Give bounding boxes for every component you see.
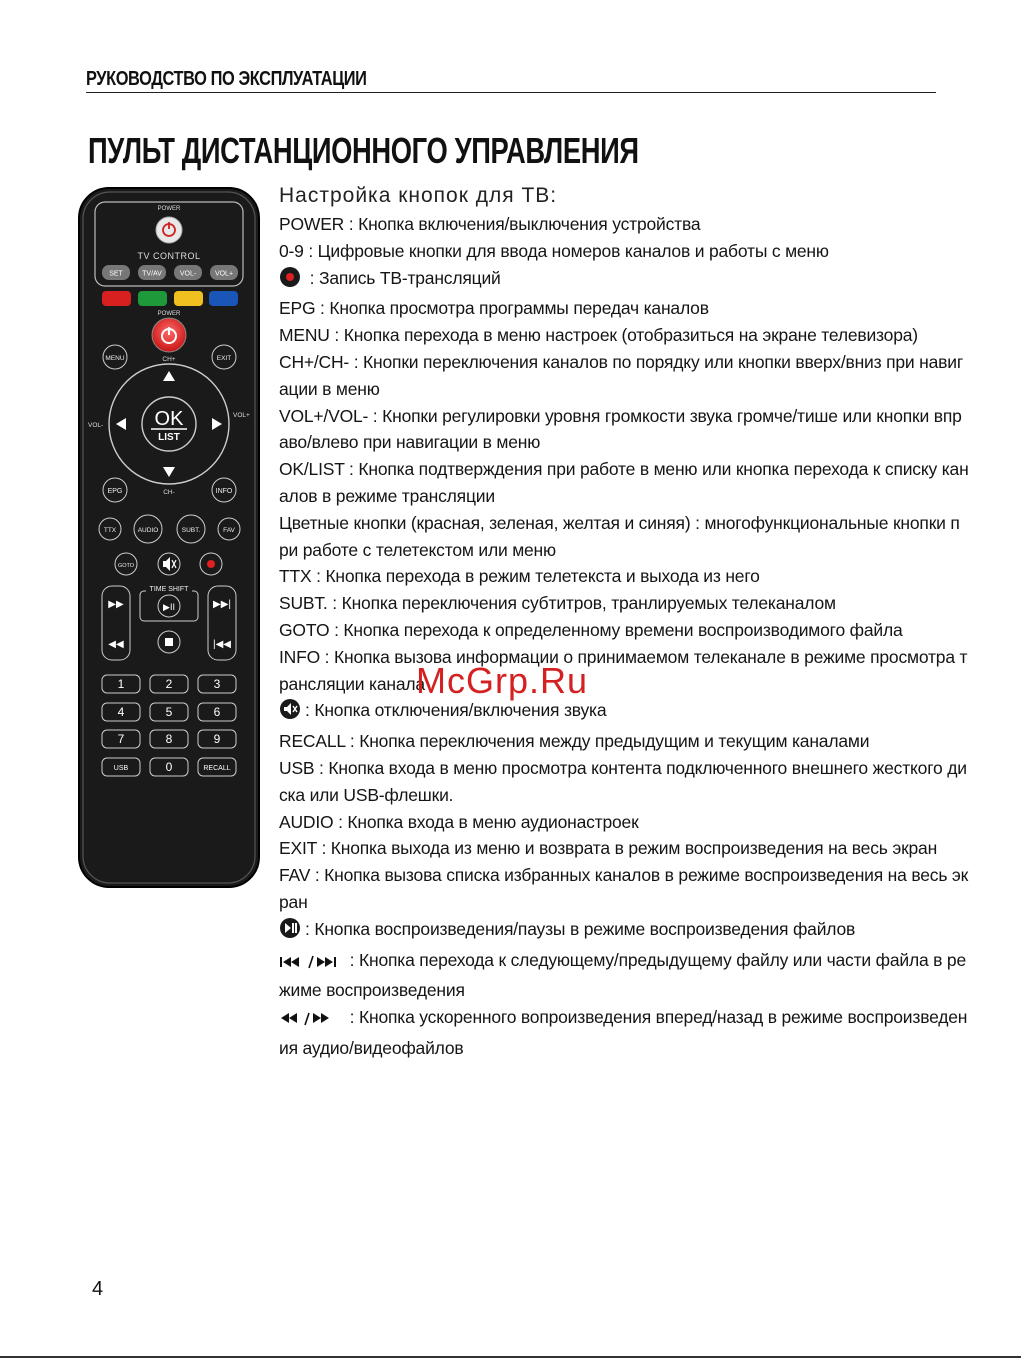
description-text: TTX : Кнопка перехода в режим телетекста и выхода из него — [279, 566, 760, 587]
digit-6-button: 6 — [213, 705, 221, 719]
usb-button: USB — [113, 765, 129, 772]
description-text: EPG : Кнопка просмотра программы передач каналов — [279, 298, 709, 319]
skip-prev-next-icon — [279, 951, 341, 978]
description-list — [279, 211, 969, 1062]
exit-button: EXIT — [216, 355, 232, 362]
mute-icon — [279, 698, 301, 728]
description-item — [279, 295, 969, 322]
skip-next-icon: ▶▶| — [213, 599, 231, 610]
description-text: Цветные кнопки (красная, зеленая, желтая и синяя) : многофункциональные кнопки при работе с телетекстом или меню — [279, 512, 960, 560]
description-text: FAV : Кнопка вызова списка избранных каналов в режиме воспроизведения на весь экран — [279, 865, 969, 912]
description-text: RECALL : Кнопка переключения между предыдущим и текущим каналами — [279, 731, 870, 752]
skip-prev-icon: |◀◀ — [213, 639, 231, 650]
description-item — [279, 563, 969, 590]
description-text: EXIT : Кнопка выхода из меню и возврата в режим воспроизведения на весь экран — [279, 838, 938, 859]
description-text: : Кнопка перехода к следующему/предыдущему файлу или части файла в режиме воспроизведения — [279, 949, 966, 1001]
description-text: INFO : Кнопка вызова информации о принимаемом телеканале в режиме просмотра трансляции канала — [279, 646, 968, 694]
description-text: VOL+/VOL- : Кнопки регулировки уровня громкости звука громче/тише или кнопки вправо/влево при навигации в меню — [279, 405, 962, 453]
record-icon — [207, 560, 215, 568]
description-item — [279, 644, 969, 698]
description-item — [279, 617, 969, 644]
button-descriptions — [279, 181, 969, 1062]
rewind-forward-icon — [279, 1008, 341, 1035]
tv-power-label: POWER — [157, 206, 181, 212]
ttx-button: TTX — [103, 527, 117, 534]
description-item — [279, 755, 969, 809]
ok-label: OK — [154, 408, 184, 430]
description-item — [279, 916, 969, 947]
description-text: OK/LIST : Кнопка подтверждения при работе в меню или кнопка перехода к списку каналов в режиме трансляции — [279, 459, 969, 506]
description-item — [279, 947, 969, 1005]
record-icon — [279, 266, 301, 296]
tv-control-label: TV CONTROL — [137, 251, 201, 261]
tv-power-button — [156, 217, 182, 243]
description-item — [279, 697, 969, 728]
yellow-button — [174, 291, 203, 306]
subt-button: SUBT. — [181, 527, 201, 534]
ch-plus-label: CH+ — [162, 356, 176, 363]
play-pause-icon: ▶II — [163, 602, 175, 612]
ch-minus-label: CH- — [163, 489, 175, 496]
description-text: : Запись ТВ-трансляций — [305, 267, 501, 288]
digit-4-button: 4 — [117, 705, 125, 719]
menu-button: MENU — [105, 355, 125, 362]
info-button: INFO — [215, 488, 233, 495]
description-text: USB : Кнопка входа в меню просмотра контента подключенного внешнего жесткого диска или USB-флешки. — [279, 757, 967, 805]
description-text: GOTO : Кнопка перехода к определенному времени воспроизводимого файла — [279, 619, 903, 640]
blue-button — [209, 291, 238, 306]
description-text: SUBT. : Кнопка переключения субтитров, транлируемых телеканалом — [279, 593, 836, 614]
description-text: AUDIO : Кнопка входа в меню аудионастроек — [279, 811, 639, 832]
description-text: : Кнопка воспроизведения/паузы в режиме воспроизведения файлов — [305, 918, 856, 939]
digit-9-button: 9 — [213, 732, 221, 746]
description-text: : Кнопка отключения/включения звука — [305, 700, 607, 721]
description-text: POWER : Кнопка включения/выключения устройства — [279, 214, 701, 234]
tv-av-button: TV/AV — [142, 270, 162, 278]
description-text: 0-9 : Цифровые кнопки для ввода номеров каналов и работы с меню — [279, 240, 829, 261]
audio-button: AUDIO — [137, 527, 159, 534]
digit-3-button: 3 — [213, 677, 221, 691]
description-item — [279, 809, 969, 836]
header-divider — [86, 92, 936, 93]
description-item — [279, 862, 969, 916]
tv-vol-plus-button: VOL+ — [214, 270, 234, 278]
digit-2-button: 2 — [165, 677, 173, 691]
fav-button: FAV — [223, 527, 235, 534]
description-item — [279, 322, 969, 349]
bottom-divider — [0, 1356, 1021, 1358]
document-header: РУКОВОДСТВО ПО ЭКСПЛУАТАЦИИ — [86, 68, 367, 90]
watermark: McGrp.Ru — [416, 660, 589, 701]
description-item — [279, 349, 969, 403]
green-button — [138, 291, 167, 306]
digit-8-button: 8 — [165, 732, 173, 746]
vol-plus-label: VOL+ — [233, 412, 250, 419]
power-label: POWER — [157, 311, 181, 317]
description-item — [279, 1004, 969, 1062]
description-text: MENU : Кнопка перехода в меню настроек (отобразиться на экране телевизора) — [279, 325, 918, 346]
page-number: 4 — [92, 1278, 104, 1300]
description-text: : Кнопка ускоренного вопроизведения вперед/назад в режиме воспроизведения аудио/видеофайлов — [279, 1007, 968, 1058]
time-shift-label: TIME SHIFT — [149, 586, 189, 593]
digit-1-button: 1 — [117, 677, 125, 691]
description-item — [279, 590, 969, 617]
fast-forward-icon: ▶▶ — [108, 599, 124, 610]
section-heading: Настройка кнопок для ТВ: — [279, 184, 558, 207]
rewind-icon: ◀◀ — [108, 639, 124, 650]
vol-minus-label: VOL- — [88, 422, 104, 429]
remote-control-illustration — [78, 187, 260, 894]
page-title: ПУЛЬТ ДИСТАНЦИОННОГО УПРАВЛЕНИЯ — [88, 130, 639, 171]
description-item — [279, 403, 969, 457]
description-text: CH+/CH- : Кнопки переключения каналов по порядку или кнопки вверх/вниз при навигации в меню — [279, 351, 964, 399]
red-button — [102, 291, 131, 306]
epg-button: EPG — [107, 488, 123, 495]
digit-7-button: 7 — [117, 732, 125, 746]
description-item — [279, 265, 969, 296]
description-item — [279, 510, 969, 564]
digit-0-button: 0 — [165, 760, 173, 774]
stop-icon — [165, 638, 173, 646]
play-pause-icon — [279, 917, 301, 947]
description-item — [279, 211, 969, 238]
digit-5-button: 5 — [165, 705, 173, 719]
recall-button: RECALL — [203, 765, 231, 772]
description-item — [279, 456, 969, 510]
list-label: LIST — [158, 432, 180, 443]
tv-vol-minus-button: VOL- — [179, 270, 197, 278]
set-button: SET — [109, 270, 123, 278]
description-item — [279, 238, 969, 265]
goto-button: GOTO — [117, 563, 135, 569]
description-item — [279, 728, 969, 755]
description-item — [279, 835, 969, 862]
